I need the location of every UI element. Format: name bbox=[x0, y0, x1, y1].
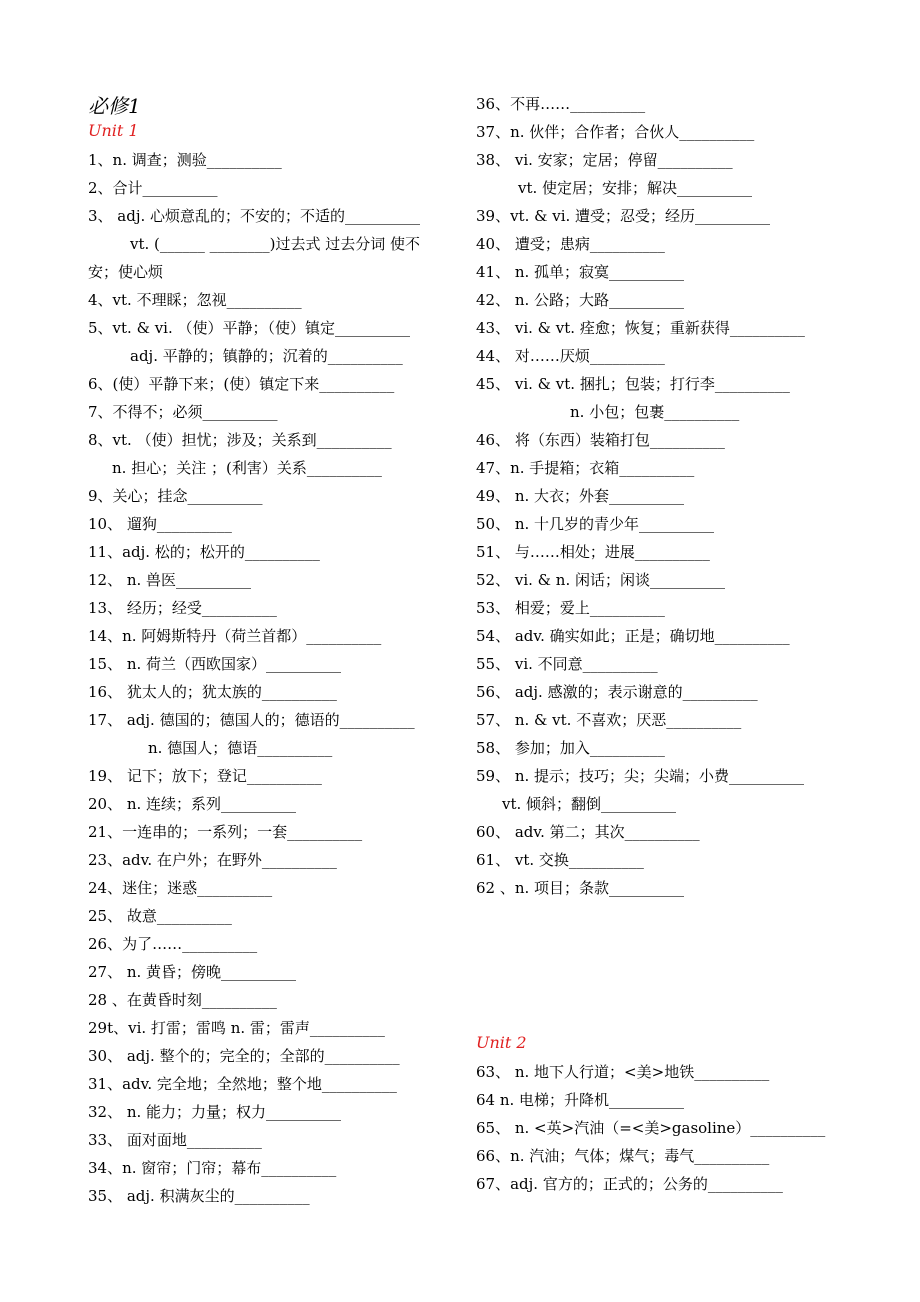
vocab-item: 3、 adj. 心烦意乱的；不安的；不适的__________ bbox=[88, 207, 421, 225]
vocab-item: 35、 adj. 积满灰尘的__________ bbox=[88, 1187, 310, 1205]
vocab-item: 50、 n. 十几岁的青少年__________ bbox=[476, 515, 715, 533]
vocab-item: 4、vt. 不理睬；忽视__________ bbox=[88, 291, 302, 309]
vocab-item: 5、vt. & vi. （使）平静；（使）镇定__________ bbox=[88, 319, 411, 337]
vocab-item: 45、 vi. & vt. 捆扎；包装；打行李__________ bbox=[476, 375, 790, 393]
vocab-item: n. 小包；包裹__________ bbox=[570, 403, 740, 421]
vocab-item: 40、 遭受；患病__________ bbox=[476, 235, 665, 253]
vocab-item: 16、 犹太人的；犹太族的__________ bbox=[88, 683, 337, 701]
vocab-item: 10、 遛狗__________ bbox=[88, 515, 232, 533]
vocab-item: 13、 经历；经受__________ bbox=[88, 599, 277, 617]
vocab-item: 43、 vi. & vt. 痊愈；恢复；重新获得__________ bbox=[476, 319, 805, 337]
vocab-item: 25、 故意__________ bbox=[88, 907, 232, 925]
vocab-item: 49、 n. 大衣；外套__________ bbox=[476, 487, 685, 505]
unit1-heading: Unit 1 bbox=[88, 121, 139, 140]
vocab-item: 8、vt. （使）担忧；涉及；关系到__________ bbox=[88, 431, 392, 449]
vocab-item: 14、n. 阿姆斯特丹（荷兰首都）__________ bbox=[88, 627, 382, 645]
vocab-item: 46、 将（东西）装箱打包__________ bbox=[476, 431, 725, 449]
vocab-item: 58、 参加；加入__________ bbox=[476, 739, 665, 757]
vocab-item: 19、 记下；放下；登记__________ bbox=[88, 767, 322, 785]
vocab-item: 28 、在黄昏时刻__________ bbox=[88, 991, 277, 1009]
vocab-item: 55、 vi. 不同意__________ bbox=[476, 655, 658, 673]
vocab-item: 7、不得不；必须__________ bbox=[88, 403, 278, 421]
vocab-item: 34、n. 窗帘；门帘；幕布__________ bbox=[88, 1159, 337, 1177]
vocab-item: n. 担心；关注 ；(利害）关系__________ bbox=[112, 459, 382, 477]
vocab-item: 37、n. 伙伴；合作者；合伙人__________ bbox=[476, 123, 755, 141]
page-title: 必修1 bbox=[88, 94, 141, 118]
vocab-item: 47、n. 手提箱；衣箱__________ bbox=[476, 459, 695, 477]
vocab-item: 6、(使）平静下来；(使）镇定下来__________ bbox=[88, 375, 395, 393]
vocab-item: 33、 面对面地__________ bbox=[88, 1131, 262, 1149]
vocab-item: 12、 n. 兽医__________ bbox=[88, 571, 252, 589]
vocab-item: 44、 对……厌烦__________ bbox=[476, 347, 665, 365]
vocab-item: 59、 n. 提示；技巧；尖；尖端；小费__________ bbox=[476, 767, 805, 785]
vocab-item: n. 德国人；德语__________ bbox=[148, 739, 333, 757]
vocab-item: 56、 adj. 感激的；表示谢意的__________ bbox=[476, 683, 758, 701]
vocab-item: 1、n. 调查；测验__________ bbox=[88, 151, 282, 169]
vocab-item: 65、 n. <英>汽油（=<美>gasoline）__________ bbox=[476, 1119, 826, 1137]
vocab-item: 15、 n. 荷兰（西欧国家）__________ bbox=[88, 655, 342, 673]
vocab-item: 57、 n. & vt. 不喜欢；厌恶__________ bbox=[476, 711, 742, 729]
vocab-item: 66、n. 汽油；气体；煤气；毒气__________ bbox=[476, 1147, 770, 1165]
vocab-item: 安；使心烦 bbox=[88, 263, 164, 281]
vocab-item: 11、adj. 松的；松开的__________ bbox=[88, 543, 320, 561]
unit2-heading: Unit 2 bbox=[476, 1033, 527, 1052]
vocab-item: 32、 n. 能力；力量；权力__________ bbox=[88, 1103, 342, 1121]
vocab-item: vt. (______ ________)过去式 过去分词 使不 bbox=[130, 235, 421, 253]
vocab-item: 53、 相爱；爱上__________ bbox=[476, 599, 665, 617]
vocab-item: 24、迷住；迷惑__________ bbox=[88, 879, 273, 897]
vocab-item: 30、 adj. 整个的；完全的；全部的__________ bbox=[88, 1047, 400, 1065]
vocab-item: 42、 n. 公路；大路__________ bbox=[476, 291, 685, 309]
vocab-item: 20、 n. 连续；系列__________ bbox=[88, 795, 297, 813]
vocab-item: 51、 与……相处；进展__________ bbox=[476, 543, 710, 561]
vocab-item: adj. 平静的；镇静的；沉着的__________ bbox=[130, 347, 403, 365]
vocab-item: 9、关心；挂念__________ bbox=[88, 487, 263, 505]
vocab-item: 64 n. 电梯；升降机__________ bbox=[476, 1091, 685, 1109]
vocab-item: 38、 vi. 安家；定居；停留__________ bbox=[476, 151, 733, 169]
vocab-item: 29t、vi. 打雷；雷鸣 n. 雷；雷声__________ bbox=[88, 1019, 385, 1037]
vocab-item: 67、adj. 官方的；正式的；公务的__________ bbox=[476, 1175, 783, 1193]
vocab-item: vt. 使定居；安排；解决__________ bbox=[518, 179, 753, 197]
vocab-item: 60、 adv. 第二；其次__________ bbox=[476, 823, 700, 841]
vocab-item: 23、adv. 在户外；在野外__________ bbox=[88, 851, 337, 869]
vocab-item: 17、 adj. 德国的；德国人的；德语的__________ bbox=[88, 711, 415, 729]
vocab-item: 52、 vi. & n. 闲话；闲谈__________ bbox=[476, 571, 725, 589]
vocab-item: 62 、n. 项目；条款__________ bbox=[476, 879, 685, 897]
vocab-item: 26、为了……__________ bbox=[88, 935, 258, 953]
vocab-item: 2、合计__________ bbox=[88, 179, 218, 197]
vocab-item: 31、adv. 完全地；全然地；整个地__________ bbox=[88, 1075, 397, 1093]
vocab-item: 21、一连串的；一系列；一套__________ bbox=[88, 823, 363, 841]
vocab-item: vt. 倾斜；翻倒__________ bbox=[502, 795, 677, 813]
vocab-item: 61、 vt. 交换__________ bbox=[476, 851, 644, 869]
vocab-item: 27、 n. 黄昏；傍晚__________ bbox=[88, 963, 297, 981]
vocab-item: 36、不再……__________ bbox=[476, 95, 646, 113]
vocab-item: 54、 adv. 确实如此；正是；确切地__________ bbox=[476, 627, 790, 645]
vocab-item: 63、 n. 地下人行道；<美>地铁__________ bbox=[476, 1063, 770, 1081]
vocab-item: 41、 n. 孤单；寂寞__________ bbox=[476, 263, 685, 281]
vocab-item: 39、vt. & vi. 遭受；忍受；经历__________ bbox=[476, 207, 771, 225]
